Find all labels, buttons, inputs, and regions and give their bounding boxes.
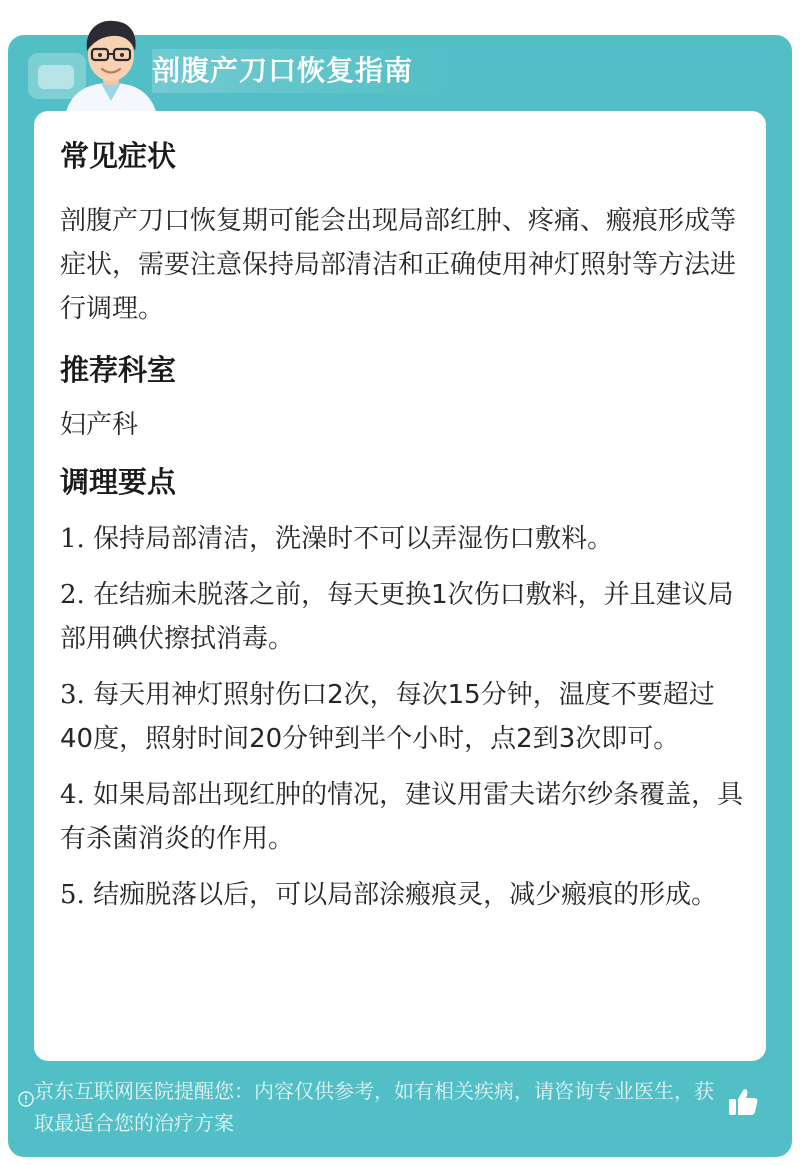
department-text: 妇产科	[60, 410, 139, 440]
list-item: 2. 在结痂未脱落之前，每天更换1次伤口敷料，并且建议局部用碘伏擦拭消毒。	[60, 580, 734, 654]
content-inner	[60, 133, 744, 929]
list-item: 4. 如果局部出现红肿的情况，建议用雷夫诺尔纱条覆盖，具有杀菌消炎的作用。	[60, 780, 744, 854]
page-title: 剖腹产刀口恢复指南	[152, 49, 453, 93]
info-icon	[18, 1084, 34, 1100]
department-title: 推荐科室	[60, 353, 177, 387]
care-title: 调理要点	[60, 465, 177, 499]
content-panel	[34, 111, 766, 1061]
list-item: 5. 结痂脱落以后，可以局部涂瘢痕灵，减少瘢痕的形成。	[60, 880, 718, 910]
list-item: 1. 保持局部清洁，洗澡时不可以弄湿伤口敷料。	[60, 524, 614, 554]
disclaimer	[34, 1075, 724, 1139]
symptoms-text: 剖腹产刀口恢复期可能会出现局部红肿、疼痛、瘢痕形成等症状，需要注意保持局部清洁和正确使用神灯照射等方法进行调理。	[60, 206, 737, 324]
doctor-avatar-icon	[56, 9, 166, 121]
symptoms-title: 常见症状	[60, 139, 177, 173]
thumbs-up-icon[interactable]	[726, 1085, 760, 1119]
guide-card	[8, 35, 792, 1157]
list-item: 3. 每天用神灯照射伤口2次，每次15分钟，温度不要超过40度，照射时间20分钟到半个小时，点2到3次即可。	[60, 680, 715, 754]
care-list	[60, 517, 744, 917]
disclaimer-text: 京东互联网医院提醒您：内容仅供参考，如有相关疾病，请咨询专业医生，获取最适合您的治疗方案	[34, 1079, 714, 1135]
